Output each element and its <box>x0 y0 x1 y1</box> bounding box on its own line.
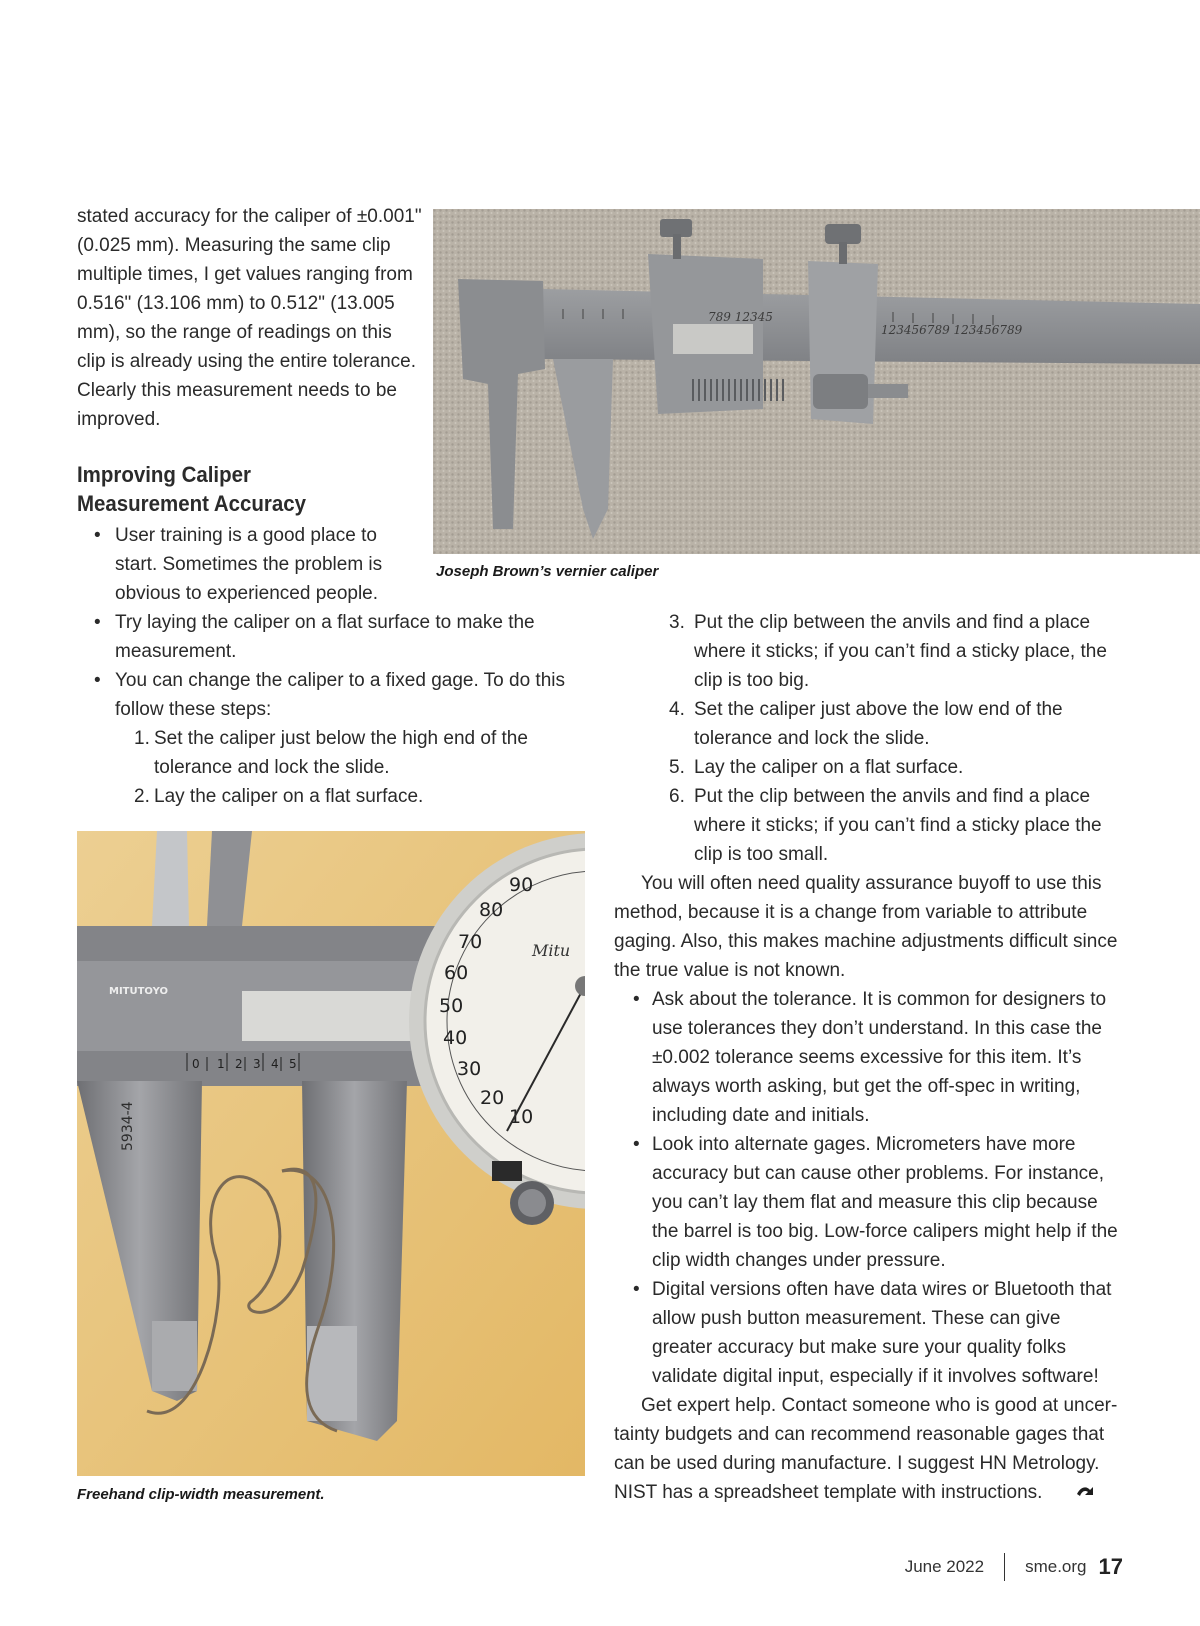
dial-number: 20 <box>480 1087 505 1109</box>
bullet-digital-versions: • Digital versions often have data wires or Bluetooth that allow push button measurement. These can give greater accuracy but make sure your quality folks validate digital input, especially if it involves software! <box>614 1275 1124 1391</box>
dial-brand: Mitu <box>532 941 571 960</box>
step-item <box>77 724 597 782</box>
caption-freehand-measurement: Freehand clip-width measurement. <box>77 1486 325 1503</box>
page-number: 17 <box>1098 1554 1123 1579</box>
dial-caliper-photo <box>77 831 585 1476</box>
step-number: 5. <box>669 757 685 778</box>
dial-number: 70 <box>458 931 483 953</box>
footer-divider <box>1004 1553 1005 1581</box>
dial-number: 90 <box>509 874 534 896</box>
dial-number: 10 <box>509 1106 534 1128</box>
step-item <box>614 695 1124 753</box>
paragraph-qa-buyoff: You will often need quality assurance buyoff to use this method, because it is a change from variable to attribute gaging. Also, this makes machine adjustments difficult since the true value is not known. <box>614 873 1118 981</box>
bullet-tolerance: • Ask about the tolerance. It is common for designers to use tolerances they don’t understand. In this case the ±0.002 tolerance seems excessive for this item. It’s always worth asking, but get the off-spec in writing, including date and initials. <box>614 985 1124 1130</box>
end-mark-icon <box>1048 1478 1095 1507</box>
steps-list-right <box>614 608 1124 869</box>
caption-vernier-caliper: Joseph Brown’s vernier caliper <box>436 563 659 580</box>
step-number: 1. <box>134 728 150 749</box>
step-text: Put the clip between the anvils and find a place where it sticks; if you can’t find a sticky place, the clip is too big. <box>694 612 1107 691</box>
footer-date: June 2022 <box>904 1557 985 1576</box>
dial-number: 50 <box>439 995 464 1017</box>
dial-number: 30 <box>457 1058 482 1080</box>
caliper-brand-label: MITUTOYO <box>109 986 168 997</box>
step-text: Put the clip between the anvils and find a place where it sticks; if you can’t find a sticky place the clip is too small. <box>694 786 1102 865</box>
scale-number: 2 <box>235 1057 243 1071</box>
bullet-alternate-gages: • Look into alternate gages. Micrometers have more accuracy but can cause other problems. For instance, you can’t lay them flat and measure this clip because the barrel is too big. Low-force calipers might help if the clip width changes under pressure. <box>614 1130 1124 1275</box>
step-number: 4. <box>669 699 685 720</box>
intro-paragraph: stated accuracy for the caliper of ±0.001" (0.025 mm). Measuring the same clip multiple times, I get values ranging from 0.516" (13.106 mm) to 0.512" (13.005 mm), so the range of readings on this clip is already using the entire tolerance. Clearly this measurement needs to be improved. <box>77 206 422 430</box>
dial-caliper-illustration <box>77 831 585 1476</box>
scale-number: 1 <box>217 1057 225 1071</box>
step-number: 2. <box>134 786 150 807</box>
bullet-flat-surface: • Try laying the caliper on a flat surface to make the measurement. <box>77 608 597 666</box>
bullet-fixed-gage: • You can change the caliper to a fixed gage. To do this follow these steps: <box>77 666 597 724</box>
step-number: 3. <box>669 612 685 633</box>
paragraph-expert-help <box>614 1391 1124 1507</box>
step-text: Set the caliper just below the high end of the tolerance and lock the slide. <box>154 728 528 778</box>
vernier-caliper-photo <box>433 209 1200 554</box>
section-heading <box>77 460 393 518</box>
expert-help-text: Get expert help. Contact someone who is good at uncer-tainty budgets and can recommend reasonable gages that can be used during manufacture. I suggest HN Metrology. NIST has a spreadsheet template with instructions. <box>614 1395 1118 1503</box>
scale-number: 3 <box>253 1057 261 1071</box>
footer-site: sme.org <box>1025 1557 1087 1576</box>
dial-number: 60 <box>444 962 469 984</box>
vernier-caliper-illustration <box>433 209 1200 554</box>
steps-list-left <box>77 724 597 811</box>
dial-number: 80 <box>479 899 504 921</box>
step-text: Lay the caliper on a flat surface. <box>154 786 424 807</box>
step-item <box>614 753 1124 782</box>
step-text: Set the caliper just above the low end of the tolerance and lock the slide. <box>694 699 1063 749</box>
bullet-user-training: • User training is a good place to start. Sometimes the problem is obvious to experienced people. <box>77 521 415 608</box>
step-item <box>614 608 1124 695</box>
step-item <box>614 782 1124 869</box>
caliper-scale-text-1: 789 12345 <box>708 310 773 324</box>
step-text: Lay the caliper on a flat surface. <box>694 757 964 778</box>
caliper-scale-text-2: 123456789 123456789 <box>881 323 1023 337</box>
scale-number: 4 <box>271 1057 279 1071</box>
scale-number: 0 <box>192 1057 200 1071</box>
step-number: 6. <box>669 786 685 807</box>
right-column <box>614 608 1124 1507</box>
step-item <box>77 782 597 811</box>
section-heading-line-2: Measurement Accuracy <box>77 491 306 516</box>
left-list <box>77 521 597 811</box>
section-heading-line-1: Improving Caliper <box>77 462 251 487</box>
caliper-part-number: 5934-4 <box>120 1101 136 1151</box>
dial-number: 40 <box>443 1027 468 1049</box>
page-footer <box>905 1552 1123 1582</box>
scale-number: 5 <box>289 1057 297 1071</box>
